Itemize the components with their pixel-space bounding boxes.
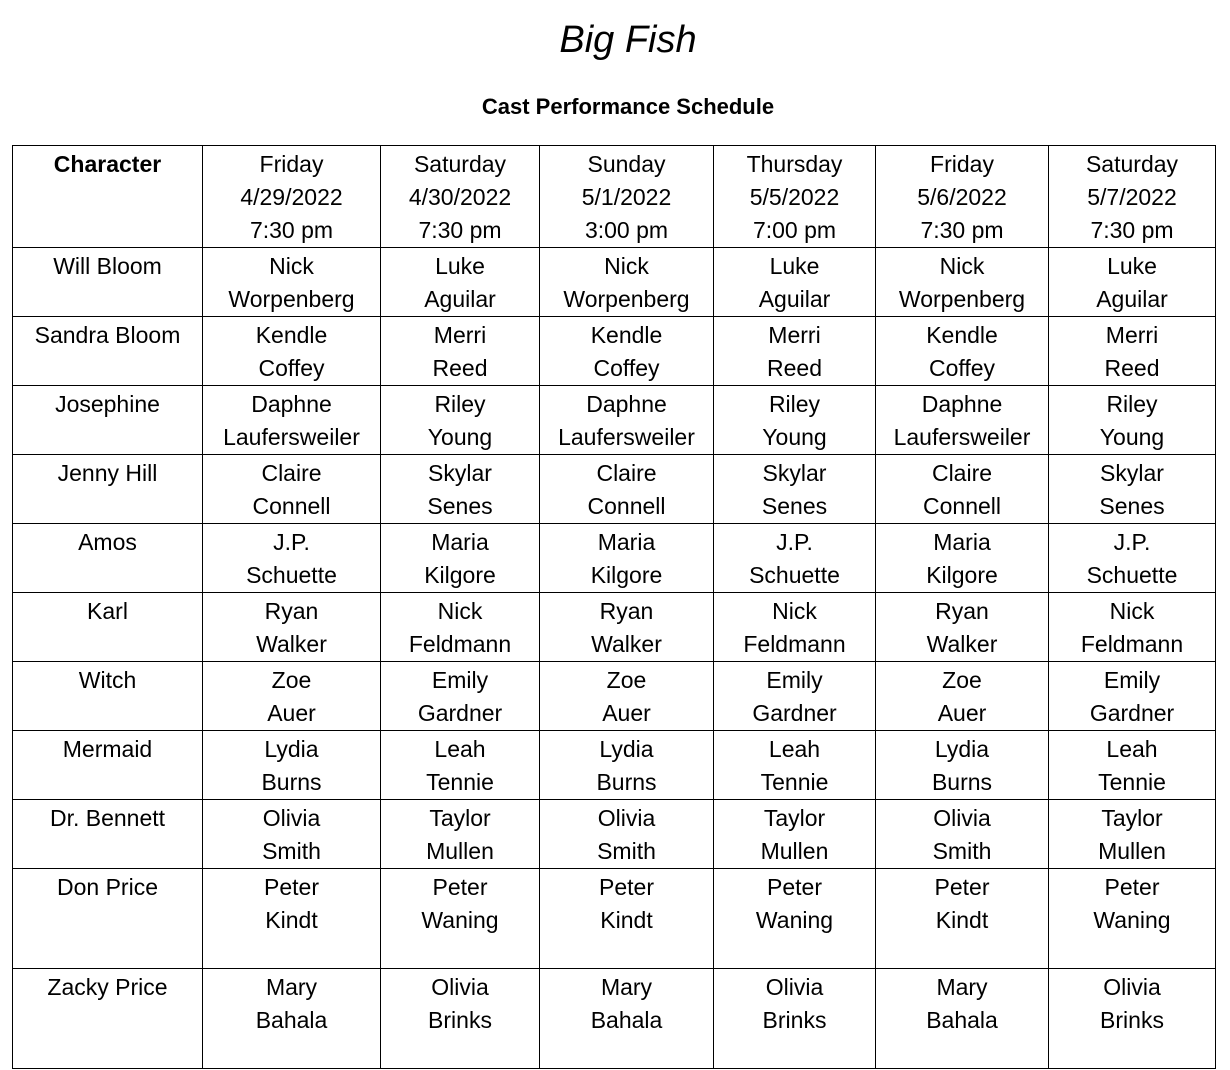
- cast-member-cell: [203, 800, 381, 869]
- performance-date: 4/30/2022: [408, 184, 512, 210]
- cast-first-name: J.P.: [273, 529, 310, 555]
- character-name-cell: [13, 455, 203, 524]
- cast-member-cell: [1049, 593, 1216, 662]
- performance-date: 5/6/2022: [917, 184, 1007, 210]
- cast-member-cell: [203, 455, 381, 524]
- cast-last-name: Burns: [261, 769, 322, 795]
- cast-member-cell: [876, 731, 1049, 800]
- cast-member-cell: [876, 969, 1049, 1069]
- cast-member-cell: [203, 969, 381, 1069]
- cast-first-name: Peter: [432, 874, 488, 900]
- character-name: Karl: [87, 598, 128, 624]
- cast-schedule-table: [12, 145, 1216, 1069]
- performance-header: [1049, 146, 1216, 248]
- cast-last-name: Bahala: [590, 1007, 663, 1033]
- cast-first-name: Nick: [269, 253, 314, 279]
- cast-member-cell: [876, 317, 1049, 386]
- cast-first-name: Mary: [265, 974, 318, 1000]
- table-row: [13, 869, 1216, 969]
- cast-last-name: Schuette: [246, 562, 337, 588]
- performance-date: 5/1/2022: [581, 184, 672, 210]
- character-name: Sandra Bloom: [34, 322, 181, 348]
- cast-first-name: Maria: [597, 529, 656, 555]
- cast-member-cell: [381, 455, 540, 524]
- cast-first-name: Zoe: [606, 667, 647, 693]
- cast-member-cell: [381, 524, 540, 593]
- cast-first-name: Mary: [600, 974, 653, 1000]
- cast-first-name: Ryan: [935, 598, 989, 624]
- cast-member-cell: [540, 524, 714, 593]
- cast-first-name: Nick: [1109, 598, 1155, 624]
- table-row: [13, 248, 1216, 317]
- cast-member-cell: [381, 386, 540, 455]
- cast-last-name: Coffey: [593, 355, 660, 381]
- cast-member-cell: [876, 248, 1049, 317]
- cast-first-name: Merri: [768, 322, 821, 348]
- performance-date: 5/7/2022: [1087, 184, 1177, 210]
- document-subtitle: Cast Performance Schedule: [481, 94, 775, 119]
- cast-last-name: Mullen: [1098, 838, 1166, 864]
- cast-member-cell: [203, 248, 381, 317]
- cast-member-cell: [714, 869, 876, 969]
- cast-first-name: Lydia: [264, 736, 319, 762]
- cast-first-name: Ryan: [264, 598, 319, 624]
- cast-first-name: Kendle: [926, 322, 998, 348]
- character-name-cell: [13, 731, 203, 800]
- cast-last-name: Laufersweiler: [558, 424, 695, 450]
- cast-last-name: Reed: [432, 355, 488, 381]
- cast-member-cell: [540, 455, 714, 524]
- table-row: [13, 455, 1216, 524]
- cast-first-name: Lydia: [599, 736, 654, 762]
- cast-member-cell: [1049, 317, 1216, 386]
- cast-first-name: Maria: [431, 529, 489, 555]
- cast-member-cell: [876, 662, 1049, 731]
- cast-first-name: Daphne: [251, 391, 332, 417]
- cast-first-name: Merri: [1105, 322, 1159, 348]
- cast-member-cell: [714, 524, 876, 593]
- cast-member-cell: [381, 969, 540, 1069]
- cast-last-name: Kindt: [265, 907, 318, 933]
- cast-first-name: Skylar: [762, 460, 827, 486]
- cast-last-name: Burns: [596, 769, 657, 795]
- cast-member-cell: [381, 731, 540, 800]
- cast-member-cell: [540, 593, 714, 662]
- cast-last-name: Laufersweiler: [893, 424, 1031, 450]
- cast-last-name: Feldmann: [1080, 631, 1184, 657]
- cast-last-name: Coffey: [258, 355, 325, 381]
- cast-member-cell: [714, 248, 876, 317]
- performance-header: [876, 146, 1049, 248]
- cast-member-cell: [540, 731, 714, 800]
- cast-member-cell: [381, 869, 540, 969]
- cast-first-name: Claire: [596, 460, 657, 486]
- table-row: [13, 524, 1216, 593]
- cast-last-name: Coffey: [928, 355, 996, 381]
- cast-last-name: Worpenberg: [563, 286, 690, 312]
- cast-member-cell: [381, 800, 540, 869]
- performance-header: [540, 146, 714, 248]
- cast-member-cell: [876, 593, 1049, 662]
- cast-last-name: Walker: [926, 631, 998, 657]
- cast-last-name: Brinks: [762, 1007, 827, 1033]
- cast-member-cell: [1049, 248, 1216, 317]
- cast-first-name: Riley: [768, 391, 821, 417]
- cast-first-name: Leah: [434, 736, 486, 762]
- character-name-cell: [13, 593, 203, 662]
- performance-time: 7:30 pm: [920, 217, 1004, 243]
- cast-member-cell: [714, 455, 876, 524]
- document-title: Big Fish: [559, 19, 697, 61]
- performance-time: 7:30 pm: [1090, 217, 1174, 243]
- cast-last-name: Senes: [1099, 493, 1165, 519]
- cast-first-name: Claire: [261, 460, 322, 486]
- cast-member-cell: [203, 869, 381, 969]
- cast-last-name: Senes: [427, 493, 493, 519]
- cast-last-name: Young: [427, 424, 493, 450]
- cast-last-name: Tennie: [426, 769, 494, 795]
- cast-last-name: Auer: [937, 700, 987, 726]
- cast-member-cell: [203, 731, 381, 800]
- cast-last-name: Waning: [755, 907, 834, 933]
- cast-first-name: Merri: [433, 322, 487, 348]
- cast-last-name: Mullen: [426, 838, 494, 864]
- cast-last-name: Smith: [597, 838, 656, 864]
- performance-day: Friday: [930, 151, 994, 177]
- cast-first-name: Kendle: [255, 322, 328, 348]
- cast-member-cell: [1049, 455, 1216, 524]
- cast-last-name: Reed: [767, 355, 822, 381]
- cast-first-name: Nick: [939, 253, 985, 279]
- header-row: [13, 146, 1216, 248]
- performance-day: Saturday: [1085, 151, 1179, 177]
- cast-first-name: Nick: [604, 253, 649, 279]
- cast-first-name: Olivia: [431, 974, 489, 1000]
- cast-last-name: Kilgore: [926, 562, 998, 588]
- cast-last-name: Gardner: [752, 700, 837, 726]
- cast-last-name: Senes: [761, 493, 828, 519]
- cast-last-name: Connell: [923, 493, 1001, 519]
- cast-first-name: Lydia: [934, 736, 990, 762]
- cast-member-cell: [540, 969, 714, 1069]
- cast-first-name: Taylor: [763, 805, 826, 831]
- cast-member-cell: [876, 524, 1049, 593]
- cast-last-name: Gardner: [417, 700, 503, 726]
- cast-last-name: Laufersweiler: [223, 424, 360, 450]
- cast-member-cell: [203, 524, 381, 593]
- cast-member-cell: [203, 593, 381, 662]
- cast-last-name: Aguilar: [424, 286, 496, 312]
- character-name: Will Bloom: [53, 253, 162, 279]
- cast-member-cell: [876, 386, 1049, 455]
- cast-last-name: Bahala: [926, 1007, 998, 1033]
- cast-member-cell: [714, 593, 876, 662]
- character-name: Amos: [78, 529, 137, 555]
- cast-first-name: Ryan: [599, 598, 654, 624]
- cast-member-cell: [540, 248, 714, 317]
- character-name: Dr. Bennett: [49, 805, 166, 831]
- cast-last-name: Kilgore: [590, 562, 663, 588]
- cast-member-cell: [203, 386, 381, 455]
- cast-first-name: Olivia: [1103, 974, 1161, 1000]
- cast-last-name: Reed: [1104, 355, 1160, 381]
- cast-member-cell: [203, 662, 381, 731]
- cast-last-name: Auer: [602, 700, 651, 726]
- cast-member-cell: [1049, 731, 1216, 800]
- cast-first-name: Claire: [931, 460, 993, 486]
- character-name-cell: [13, 248, 203, 317]
- table-row: [13, 969, 1216, 1069]
- cast-member-cell: [203, 317, 381, 386]
- cast-first-name: Peter: [934, 874, 990, 900]
- performance-time: 3:00 pm: [584, 217, 669, 243]
- cast-member-cell: [714, 800, 876, 869]
- cast-last-name: Young: [762, 424, 827, 450]
- cast-last-name: Walker: [256, 631, 327, 657]
- cast-first-name: Riley: [1106, 391, 1158, 417]
- cast-member-cell: [1049, 386, 1216, 455]
- cast-last-name: Walker: [591, 631, 662, 657]
- cast-last-name: Tennie: [760, 769, 829, 795]
- cast-last-name: Schuette: [1086, 562, 1178, 588]
- cast-first-name: Peter: [767, 874, 822, 900]
- cast-first-name: Peter: [264, 874, 319, 900]
- cast-first-name: Maria: [933, 529, 991, 555]
- cast-last-name: Gardner: [1089, 700, 1175, 726]
- cast-first-name: Peter: [1104, 874, 1160, 900]
- cast-last-name: Tennie: [1098, 769, 1166, 795]
- cast-first-name: Olivia: [765, 974, 824, 1000]
- cast-first-name: Zoe: [271, 667, 312, 693]
- performance-time: 7:30 pm: [249, 217, 334, 243]
- cast-last-name: Kilgore: [424, 562, 496, 588]
- cast-member-cell: [714, 317, 876, 386]
- table-row: [13, 662, 1216, 731]
- cast-member-cell: [1049, 869, 1216, 969]
- cast-member-cell: [540, 317, 714, 386]
- cast-member-cell: [1049, 524, 1216, 593]
- cast-last-name: Young: [1099, 424, 1165, 450]
- performance-header: [203, 146, 381, 248]
- cast-first-name: Olivia: [597, 805, 656, 831]
- character-name: Mermaid: [62, 736, 153, 762]
- cast-last-name: Bahala: [255, 1007, 328, 1033]
- character-name-cell: [13, 386, 203, 455]
- cast-first-name: Mary: [936, 974, 988, 1000]
- cast-member-cell: [381, 317, 540, 386]
- cast-first-name: Kendle: [590, 322, 663, 348]
- cast-last-name: Kindt: [935, 907, 989, 933]
- character-name-cell: [13, 524, 203, 593]
- cast-last-name: Aguilar: [758, 286, 831, 312]
- cast-last-name: Connell: [587, 493, 666, 519]
- cast-first-name: Riley: [434, 391, 486, 417]
- cast-first-name: Taylor: [429, 805, 491, 831]
- cast-last-name: Waning: [421, 907, 499, 933]
- cast-member-cell: [714, 662, 876, 731]
- cast-first-name: Skylar: [428, 460, 492, 486]
- cast-last-name: Smith: [932, 838, 992, 864]
- performance-time: 7:30 pm: [418, 217, 502, 243]
- cast-last-name: Feldmann: [408, 631, 512, 657]
- cast-last-name: Feldmann: [743, 631, 846, 657]
- cast-member-cell: [1049, 662, 1216, 731]
- character-name: Josephine: [55, 391, 160, 417]
- character-name: Jenny Hill: [57, 460, 158, 486]
- cast-member-cell: [876, 455, 1049, 524]
- cast-member-cell: [714, 969, 876, 1069]
- cast-first-name: Luke: [769, 253, 820, 279]
- cast-member-cell: [714, 731, 876, 800]
- cast-first-name: Luke: [435, 253, 485, 279]
- cast-member-cell: [876, 800, 1049, 869]
- cast-first-name: Emily: [766, 667, 823, 693]
- cast-first-name: Emily: [431, 667, 489, 693]
- cast-first-name: Emily: [1103, 667, 1161, 693]
- cast-member-cell: [540, 386, 714, 455]
- character-column-header: Character: [13, 146, 203, 248]
- cast-member-cell: [1049, 969, 1216, 1069]
- cast-last-name: Burns: [931, 769, 993, 795]
- character-name-cell: [13, 800, 203, 869]
- cast-first-name: J.P.: [1113, 529, 1151, 555]
- cast-last-name: Aguilar: [1096, 286, 1168, 312]
- cast-first-name: Leah: [768, 736, 821, 762]
- performance-header: [714, 146, 876, 248]
- cast-last-name: Waning: [1093, 907, 1171, 933]
- cast-member-cell: [381, 662, 540, 731]
- cast-first-name: Luke: [1107, 253, 1157, 279]
- cast-last-name: Worpenberg: [898, 286, 1026, 312]
- cast-last-name: Auer: [267, 700, 316, 726]
- cast-last-name: Mullen: [760, 838, 829, 864]
- performance-day: Sunday: [587, 151, 666, 177]
- character-name: Don Price: [57, 874, 158, 900]
- cast-first-name: Olivia: [933, 805, 991, 831]
- cast-first-name: Nick: [437, 598, 483, 624]
- cast-member-cell: [540, 800, 714, 869]
- cast-first-name: Leah: [1106, 736, 1158, 762]
- cast-member-cell: [381, 248, 540, 317]
- cast-member-cell: [381, 593, 540, 662]
- character-name-cell: [13, 869, 203, 969]
- cast-member-cell: [540, 869, 714, 969]
- table-row: [13, 386, 1216, 455]
- character-name-cell: [13, 969, 203, 1069]
- performance-day: Thursday: [746, 151, 843, 177]
- cast-last-name: Brinks: [1100, 1007, 1164, 1033]
- cast-first-name: Zoe: [942, 667, 982, 693]
- cast-last-name: Kindt: [600, 907, 653, 933]
- table-row: [13, 800, 1216, 869]
- cast-member-cell: [540, 662, 714, 731]
- character-name: Witch: [78, 667, 137, 693]
- cast-first-name: Olivia: [262, 805, 321, 831]
- table-row: [13, 317, 1216, 386]
- performance-time: 7:00 pm: [752, 217, 837, 243]
- character-name-cell: [13, 662, 203, 731]
- cast-last-name: Brinks: [428, 1007, 492, 1033]
- cast-last-name: Connell: [252, 493, 331, 519]
- cast-first-name: Skylar: [1100, 460, 1164, 486]
- table-row: [13, 593, 1216, 662]
- character-name-cell: [13, 317, 203, 386]
- cast-last-name: Worpenberg: [228, 286, 355, 312]
- character-name: Zacky Price: [47, 974, 168, 1000]
- performance-day: Friday: [259, 151, 324, 177]
- performance-day: Saturday: [413, 151, 507, 177]
- cast-first-name: Daphne: [586, 391, 667, 417]
- cast-member-cell: [1049, 800, 1216, 869]
- performance-date: 4/29/2022: [240, 184, 343, 210]
- cast-last-name: Schuette: [749, 562, 840, 588]
- cast-first-name: Nick: [772, 598, 817, 624]
- table-row: [13, 731, 1216, 800]
- cast-member-cell: [714, 386, 876, 455]
- cast-first-name: Taylor: [1101, 805, 1163, 831]
- cast-member-cell: [876, 869, 1049, 969]
- performance-header: [381, 146, 540, 248]
- cast-first-name: Peter: [599, 874, 654, 900]
- performance-date: 5/5/2022: [749, 184, 840, 210]
- cast-first-name: J.P.: [776, 529, 813, 555]
- cast-last-name: Smith: [262, 838, 321, 864]
- cast-first-name: Daphne: [921, 391, 1003, 417]
